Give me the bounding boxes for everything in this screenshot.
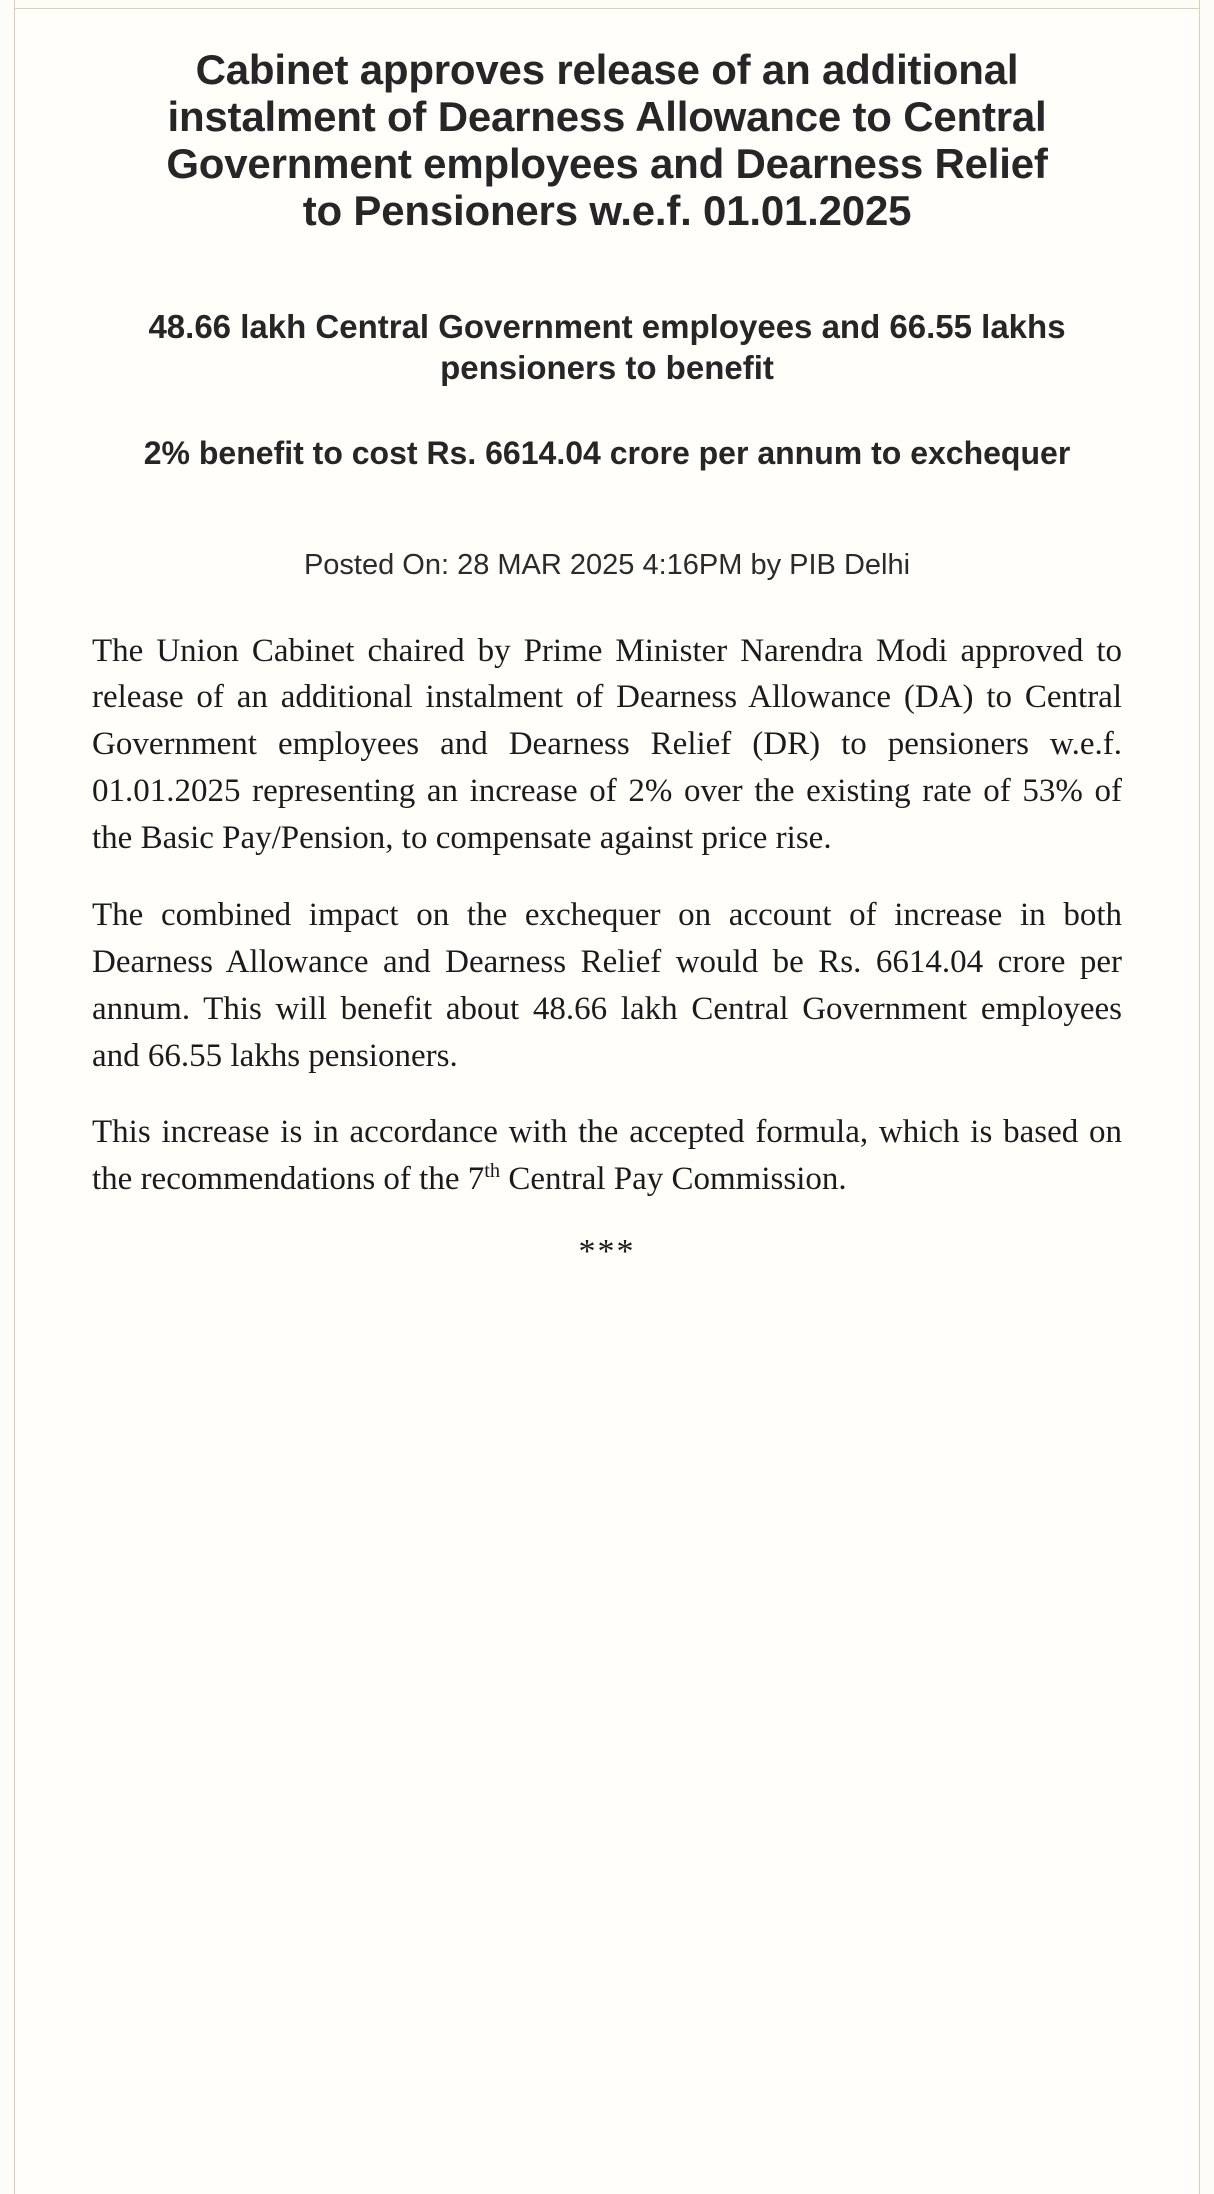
page-left-border [0, 0, 15, 2194]
paragraph-3-after: Central Pay Commission. [500, 1161, 847, 1198]
subheading-block [82, 306, 1132, 473]
page-right-border [1199, 0, 1214, 2194]
paragraph-3-before: This increase is in accordance with the accepted formula, which is based on the recommendations of the 7 [92, 1114, 1122, 1198]
page-title: Cabinet approves release of an additional instalment of Dearness Allowance to Central Government employees and Dearness Relief to Pensioners w.e.f. 01.01.2025 [166, 46, 1048, 235]
subheading-beneficiaries: 48.66 lakh Central Government employees and 66.55 lakhs pensioners to benefit [148, 308, 1066, 387]
end-marker: *** [578, 1233, 636, 1271]
article-body [92, 628, 1122, 1203]
posted-on-line: Posted On: 28 MAR 2025 4:16PM by PIB Delhi [303, 548, 911, 581]
paragraph-1: The Union Cabinet chaired by Prime Minister Narendra Modi approved to release of an additional instalment of Dearness Allowance (DA) to Central Government employees and Dearness Relief (DR) to pensioners w.e.f. 01.01.2025 representing an increase of 2% over the existing rate of 53% of the Basic Pay/Pension, to compensate against price rise. [92, 632, 1122, 857]
paragraph-3 [92, 1109, 1122, 1203]
ordinal-superscript: th [484, 1160, 501, 1183]
subheading-cost: 2% benefit to cost Rs. 6614.04 crore per annum to exchequer [143, 434, 1071, 471]
article-content [42, 0, 1172, 1271]
paragraph-2: The combined impact on the exchequer on account of increase in both Dearness Allowance and Dearness Relief would be Rs. 6614.04 crore per annum. This will benefit about 48.66 lakh Central Government employees and 66.55 lakhs pensioners. [92, 896, 1122, 1074]
